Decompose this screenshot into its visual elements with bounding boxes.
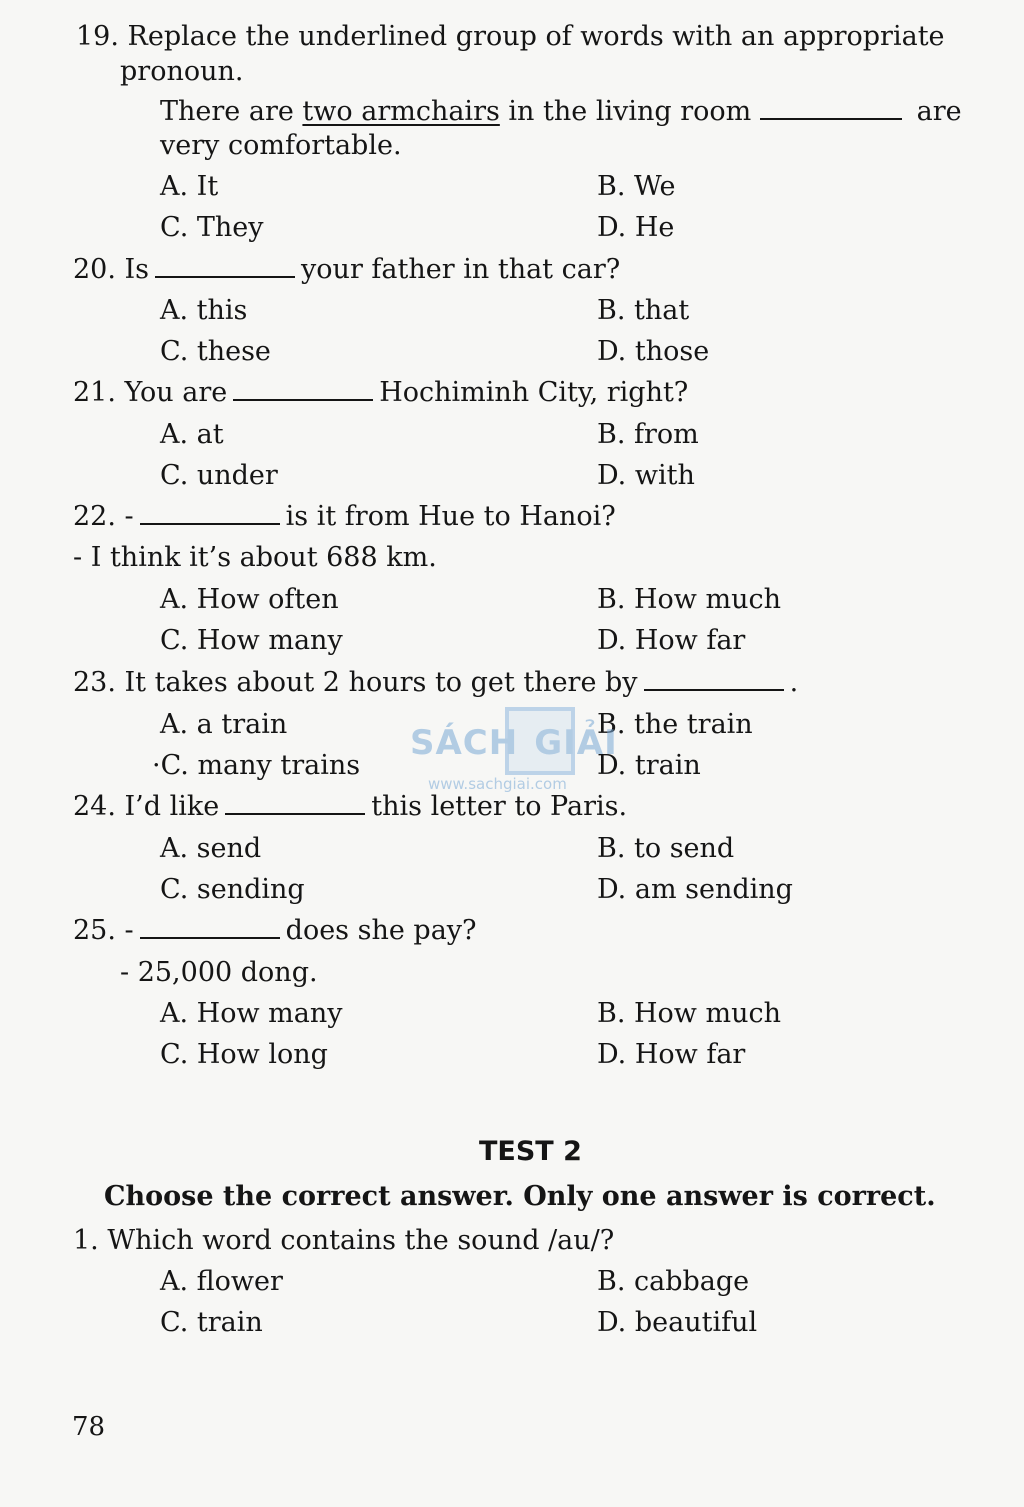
q22-reply: - I think it’s about 688 km. bbox=[73, 542, 437, 573]
test2-q1-option-b[interactable]: B. cabbage bbox=[597, 1266, 750, 1297]
q21-stem-pre: 21. You are bbox=[73, 377, 228, 408]
test2-q1-option-a[interactable]: A. flower bbox=[160, 1266, 283, 1297]
q22-stem-post: is it from Hue to Hanoi? bbox=[285, 501, 616, 532]
watermark-text-right: GIẢI bbox=[534, 723, 618, 763]
q23-stem bbox=[73, 666, 798, 700]
q21-stem-post: Hochiminh City, right? bbox=[379, 377, 689, 408]
q22-stem-pre: 22. - bbox=[73, 501, 134, 532]
test2-q1-option-d[interactable]: D. beautiful bbox=[597, 1307, 758, 1338]
q23-option-b[interactable]: B. the train bbox=[597, 709, 753, 740]
q19-sentence-pre: There are bbox=[160, 96, 303, 127]
q22-stem bbox=[73, 500, 616, 534]
q24-stem bbox=[73, 790, 627, 824]
q25-option-b[interactable]: B. How much bbox=[597, 998, 782, 1029]
q19-stem-line2: pronoun. bbox=[120, 56, 244, 87]
q19-sentence-line2: very comfortable. bbox=[160, 130, 402, 161]
q20-option-a[interactable]: A. this bbox=[160, 295, 248, 326]
test2-heading: TEST 2 bbox=[479, 1136, 582, 1167]
q22-option-b[interactable]: B. How much bbox=[597, 584, 782, 615]
q25-option-d[interactable]: D. How far bbox=[597, 1039, 746, 1070]
q21-option-d[interactable]: D. with bbox=[597, 460, 695, 491]
q19-option-c[interactable]: C. They bbox=[160, 212, 264, 243]
q23-option-c[interactable]: ·C. many trains bbox=[152, 750, 361, 781]
q21-option-b[interactable]: B. from bbox=[597, 419, 699, 450]
q23-option-a[interactable]: A. a train bbox=[160, 709, 288, 740]
q24-stem-post: this letter to Paris. bbox=[371, 791, 628, 822]
q24-option-b[interactable]: B. to send bbox=[597, 833, 735, 864]
q23-stem-post: . bbox=[789, 667, 799, 698]
q21-stem bbox=[73, 376, 688, 410]
q24-option-a[interactable]: A. send bbox=[160, 833, 262, 864]
q25-answer-blank[interactable] bbox=[140, 915, 280, 939]
watermark-url: www.sachgiai.com bbox=[428, 775, 567, 793]
q19-sentence-mid: in the living room bbox=[499, 96, 752, 127]
q20-answer-blank[interactable] bbox=[155, 254, 295, 278]
q21-option-a[interactable]: A. at bbox=[160, 419, 224, 450]
q25-option-a[interactable]: A. How many bbox=[160, 998, 343, 1029]
watermark-logo bbox=[410, 705, 625, 795]
q24-option-c[interactable]: C. sending bbox=[160, 874, 305, 905]
q23-option-d[interactable]: D. train bbox=[597, 750, 701, 781]
watermark-text bbox=[410, 723, 618, 763]
q24-stem-pre: 24. I’d like bbox=[73, 791, 220, 822]
q20-stem-post: your father in that car? bbox=[301, 254, 621, 285]
q20-stem bbox=[73, 253, 620, 287]
test2-q1-option-c[interactable]: C. train bbox=[160, 1307, 263, 1338]
q22-answer-blank[interactable] bbox=[140, 501, 280, 525]
q20-stem-pre: 20. Is bbox=[73, 254, 150, 285]
q21-option-c[interactable]: C. under bbox=[160, 460, 278, 491]
watermark-text-left: SÁCH bbox=[410, 723, 519, 763]
test2-q1-stem: 1. Which word contains the sound /au/? bbox=[73, 1225, 615, 1256]
q19-answer-blank[interactable] bbox=[760, 96, 902, 120]
q23-answer-blank[interactable] bbox=[644, 667, 784, 691]
q22-option-d[interactable]: D. How far bbox=[597, 625, 746, 656]
q25-stem-post: does she pay? bbox=[285, 915, 477, 946]
q19-option-d[interactable]: D. He bbox=[597, 212, 675, 243]
q19-sentence-post: are bbox=[916, 96, 962, 127]
q24-answer-blank[interactable] bbox=[225, 791, 365, 815]
q19-option-a[interactable]: A. It bbox=[160, 171, 219, 202]
q21-answer-blank[interactable] bbox=[233, 377, 373, 401]
q25-reply: - 25,000 dong. bbox=[120, 957, 318, 988]
q19-blank-area bbox=[760, 95, 962, 129]
q20-option-d[interactable]: D. those bbox=[597, 336, 710, 367]
q25-stem bbox=[73, 914, 477, 948]
q25-option-c[interactable]: C. How long bbox=[160, 1039, 328, 1070]
q19-stem-line1: 19. Replace the underlined group of words with an appropriate bbox=[76, 21, 945, 52]
q20-option-b[interactable]: B. that bbox=[597, 295, 690, 326]
q19-sentence bbox=[160, 95, 751, 129]
page-number: 78 bbox=[72, 1412, 106, 1442]
q19-underlined-words: two armchairs bbox=[302, 96, 500, 127]
q19-option-b[interactable]: B. We bbox=[597, 171, 676, 202]
q25-stem-pre: 25. - bbox=[73, 915, 134, 946]
q24-option-d[interactable]: D. am sending bbox=[597, 874, 793, 905]
q20-option-c[interactable]: C. these bbox=[160, 336, 271, 367]
q22-option-a[interactable]: A. How often bbox=[160, 584, 339, 615]
q22-option-c[interactable]: C. How many bbox=[160, 625, 343, 656]
test2-instruction: Choose the correct answer. Only one answer is correct. bbox=[104, 1181, 936, 1212]
q23-stem-pre: 23. It takes about 2 hours to get there by bbox=[73, 667, 638, 698]
